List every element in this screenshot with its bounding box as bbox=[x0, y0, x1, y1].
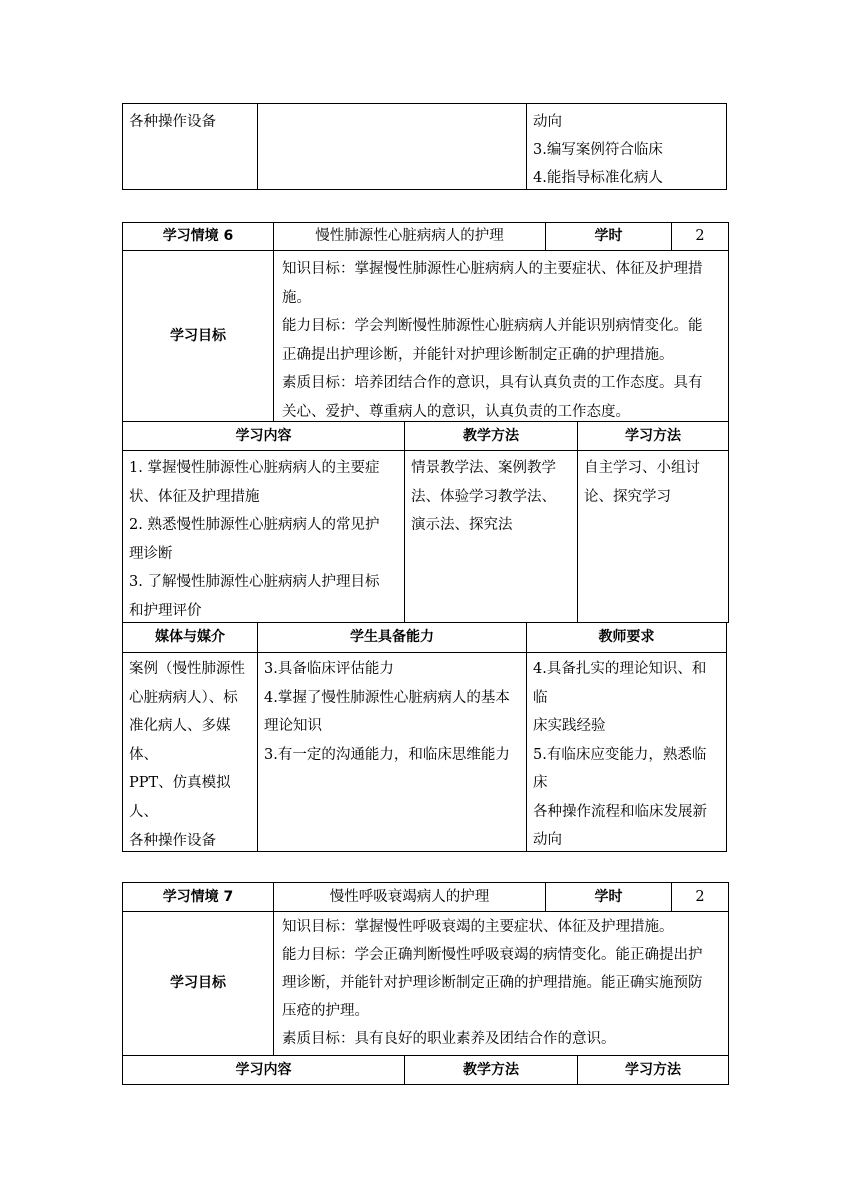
content-line: 状、体征及护理措施 bbox=[129, 488, 260, 505]
objectives-label: 学习目标 bbox=[122, 250, 274, 422]
teaching-line: 法、体验学习教学法、 bbox=[411, 488, 556, 505]
objective-line: 能力目标：学会判断慢性肺源性心脏病病人并能识别病情变化。能 bbox=[282, 318, 703, 335]
media-cell bbox=[122, 103, 258, 190]
teacher-line: 5.有临床应变能力，熟悉临床 bbox=[533, 746, 707, 791]
content-line: 2. 熟悉慢性肺源性心脏病病人的常见护 bbox=[129, 517, 380, 534]
teacher-line: 4.具备扎实的理论知识、和临 bbox=[533, 661, 707, 706]
content-line: 理诊断 bbox=[129, 545, 173, 562]
media-header: 媒体与媒介 bbox=[122, 622, 258, 653]
hours-label: 学时 bbox=[545, 882, 672, 912]
teacher-line: 3.编写案例符合临床 bbox=[533, 142, 663, 158]
situation-title: 慢性肺源性心脏病病人的护理 bbox=[273, 222, 546, 251]
media-line: 准化病人、多媒体、 bbox=[129, 718, 231, 763]
teacher-line: 动向 bbox=[533, 114, 562, 130]
content-line: 1. 掌握慢性肺源性心脏病病人的主要症 bbox=[129, 460, 380, 476]
ability-cell-empty bbox=[257, 103, 527, 190]
content-line: 和护理评价 bbox=[129, 602, 202, 619]
teacher-cell bbox=[526, 103, 727, 190]
media-line: 各种操作设备 bbox=[129, 832, 216, 849]
objective-line: 施。 bbox=[282, 289, 311, 306]
situation-title: 慢性呼吸衰竭病人的护理 bbox=[273, 882, 546, 912]
learning-cell bbox=[577, 450, 729, 623]
teacher-line: 4.能指导标准化病人 bbox=[533, 170, 663, 186]
learning-line: 论、探究学习 bbox=[584, 488, 671, 505]
teacher-header: 教师要求 bbox=[526, 622, 727, 653]
objective-line: 压疮的护理。 bbox=[282, 1003, 369, 1019]
teacher-cell bbox=[526, 652, 727, 852]
media-line: 心脏病病人）、标 bbox=[129, 689, 238, 706]
hours-value: 2 bbox=[671, 222, 729, 251]
ability-line: 3.有一定的沟通能力，和临床思维能力 bbox=[264, 746, 510, 763]
hours-value: 2 bbox=[671, 882, 729, 912]
media-cell bbox=[122, 652, 258, 852]
content-header: 学习内容 bbox=[122, 1055, 405, 1085]
objective-line: 素质目标：培养团结合作的意识，具有认真负责的工作态度。具有 bbox=[282, 375, 703, 392]
situation-label: 学习情境 6 bbox=[122, 222, 274, 251]
objectives-label: 学习目标 bbox=[122, 911, 274, 1056]
objectives-cell bbox=[273, 911, 729, 1056]
ability-line: 4.掌握了慢性肺源性心脏病病人的基本 bbox=[264, 689, 510, 706]
learning-header: 学习方法 bbox=[577, 421, 729, 451]
teaching-line: 演示法、探究法 bbox=[411, 517, 513, 534]
learning-line: 自主学习、小组讨 bbox=[584, 460, 700, 476]
teaching-line: 情景教学法、案例教学 bbox=[411, 460, 556, 476]
ability-header: 学生具备能力 bbox=[257, 622, 527, 653]
media-text: 各种操作设备 bbox=[129, 114, 216, 130]
teaching-header: 教学方法 bbox=[404, 1055, 578, 1085]
objective-line: 素质目标：具有良好的职业素养及团结合作的意识。 bbox=[282, 1031, 616, 1047]
media-line: 案例（慢性肺源性 bbox=[129, 661, 245, 677]
objective-line: 理诊断，并能针对护理诊断制定正确的护理措施。能正确实施预防 bbox=[282, 975, 703, 991]
content-cell bbox=[122, 450, 405, 623]
teacher-line: 各种操作流程和临床发展新 bbox=[533, 803, 707, 820]
objective-line: 知识目标：掌握慢性肺源性心脏病病人的主要症状、体征及护理措 bbox=[282, 261, 703, 277]
ability-cell bbox=[257, 652, 527, 852]
situation-label: 学习情境 7 bbox=[122, 882, 274, 912]
objective-line: 能力目标：学会正确判断慢性呼吸衰竭的病情变化。能正确提出护 bbox=[282, 947, 703, 963]
ability-line: 3.具备临床评估能力 bbox=[264, 661, 394, 677]
teaching-cell bbox=[404, 450, 578, 623]
hours-label: 学时 bbox=[545, 222, 672, 251]
content-header: 学习内容 bbox=[122, 421, 405, 451]
learning-header: 学习方法 bbox=[577, 1055, 729, 1085]
objective-line: 正确提出护理诊断，并能针对护理诊断制定正确的护理措施。 bbox=[282, 346, 674, 363]
teacher-line: 床实践经验 bbox=[533, 718, 606, 734]
objectives-cell bbox=[273, 250, 729, 422]
objective-line: 关心、爱护、尊重病人的意识，认真负责的工作态度。 bbox=[282, 403, 630, 420]
ability-line: 理论知识 bbox=[264, 718, 322, 735]
content-line: 3. 了解慢性肺源性心脏病病人护理目标 bbox=[129, 574, 380, 591]
teacher-line: 动向 bbox=[533, 832, 562, 848]
objective-line: 知识目标：掌握慢性呼吸衰竭的主要症状、体征及护理措施。 bbox=[282, 919, 674, 935]
media-line: PPT、仿真模拟人、 bbox=[129, 775, 231, 820]
teaching-header: 教学方法 bbox=[404, 421, 578, 451]
